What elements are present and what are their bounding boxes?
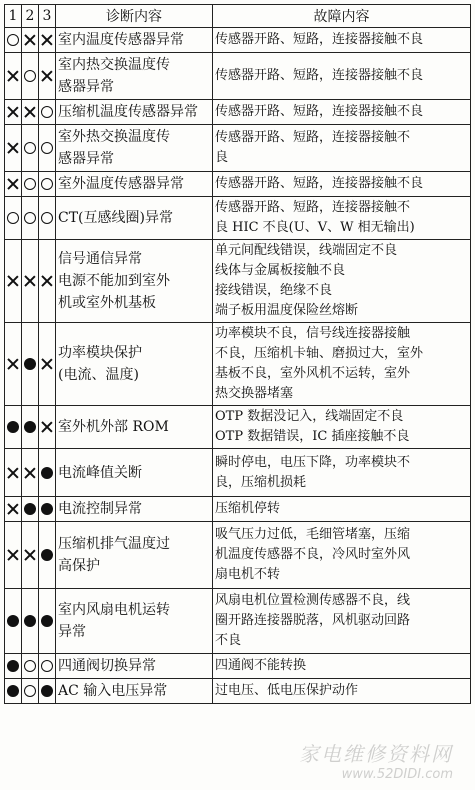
cross-icon — [7, 106, 19, 118]
table-row — [5, 197, 471, 240]
filled-circle-icon — [24, 503, 36, 515]
fault-text: 热交换器堵塞 — [215, 386, 294, 401]
fault-text: 传感器开路、短路，连接器接触不良 — [215, 176, 424, 191]
fault-text: 传感器开路、短路，连接器接触不良 — [215, 68, 424, 83]
filled-circle-icon — [41, 685, 53, 697]
led-3-cell — [39, 679, 56, 704]
diagnosis-text: (电流、温度) — [58, 367, 139, 383]
led-2-cell — [22, 654, 39, 679]
filled-circle-icon — [41, 503, 53, 515]
fault-text: 端子板用温度保险丝熔断 — [215, 303, 359, 318]
filled-circle-icon — [7, 615, 19, 627]
diagnosis-text: 机或室外机基板 — [58, 295, 156, 311]
hollow-circle-icon — [7, 212, 19, 224]
fault-cell — [213, 53, 471, 100]
filled-circle-icon — [24, 615, 36, 627]
led-2-cell — [22, 522, 39, 589]
fault-text: 不良，压缩机卡轴、磨损过大，室外 — [215, 346, 424, 361]
table-row — [5, 240, 471, 323]
hollow-circle-icon — [41, 212, 53, 224]
diagnosis-text: 室内温度传感器异常 — [58, 32, 184, 48]
diagnosis-cell — [56, 679, 213, 704]
table-row — [5, 522, 471, 589]
cross-icon — [41, 70, 53, 82]
led-2-cell — [22, 100, 39, 125]
led-2-cell — [22, 323, 39, 406]
filled-circle-icon — [24, 358, 36, 370]
cross-icon — [41, 34, 53, 46]
cross-icon — [7, 275, 19, 287]
fault-cell — [213, 125, 471, 172]
diagnosis-text: 电流控制异常 — [58, 501, 142, 517]
led-2-cell — [22, 125, 39, 172]
diagnosis-cell — [56, 449, 213, 497]
led-3-cell — [39, 449, 56, 497]
led-3-cell — [39, 589, 56, 654]
led-2-cell — [22, 589, 39, 654]
fault-text: 良，压缩机损耗 — [215, 474, 307, 490]
fault-text: 圈开路连接器脱落，风机驱动回路 — [215, 613, 411, 628]
watermark — [299, 738, 453, 782]
led-2-cell — [22, 53, 39, 100]
fault-code-table — [4, 4, 471, 704]
fault-cell — [213, 449, 471, 497]
fault-text: 不良 — [215, 633, 242, 648]
filled-circle-icon — [24, 421, 36, 433]
fault-cell — [213, 197, 471, 240]
table-row — [5, 449, 471, 497]
fault-text: 风扇电机位置检测传感器不良，线 — [215, 593, 411, 608]
led-1-cell — [5, 589, 22, 654]
diagnosis-text: 室外温度传感器异常 — [58, 176, 184, 192]
table-row — [5, 100, 471, 125]
diagnosis-text: 异常 — [58, 624, 86, 640]
fault-cell — [213, 497, 471, 522]
cross-icon — [7, 358, 19, 370]
fault-text: 吸气压力过低，毛细管堵塞，压缩 — [215, 527, 411, 542]
fault-text: 压缩机停转 — [215, 501, 281, 516]
hollow-circle-icon — [41, 660, 53, 672]
led-3-cell — [39, 240, 56, 323]
header-led-2: 2 — [22, 5, 39, 28]
led-1-cell — [5, 172, 22, 197]
led-1-cell — [5, 522, 22, 589]
led-3-cell — [39, 125, 56, 172]
diagnosis-cell — [56, 654, 213, 679]
cross-icon — [24, 106, 36, 118]
table-row — [5, 679, 471, 704]
diagnosis-text: 感器异常 — [58, 79, 114, 95]
diagnosis-cell — [56, 497, 213, 522]
fault-text: OTP 数据错误，IC 插座接触不良 — [215, 429, 410, 444]
cross-icon — [7, 70, 19, 82]
diagnosis-text: 室外机外部 ROM — [58, 419, 169, 435]
led-1-cell — [5, 28, 22, 53]
fault-text: 传感器开路、短路，连接器接触不良 — [215, 32, 424, 47]
diagnosis-text: 压缩机排气温度过 — [58, 536, 170, 552]
led-1-cell — [5, 100, 22, 125]
led-2-cell — [22, 679, 39, 704]
led-3-cell — [39, 197, 56, 240]
table-row — [5, 53, 471, 100]
fault-text: 单元间配线错误，线端固定不良 — [215, 243, 398, 258]
filled-circle-icon — [7, 685, 19, 697]
diagnosis-cell — [56, 240, 213, 323]
cross-icon — [7, 142, 19, 154]
cross-icon — [7, 503, 19, 515]
fault-text: 良 — [215, 150, 229, 165]
diagnosis-text: 室内风扇电机运转 — [58, 602, 170, 618]
table-row — [5, 323, 471, 406]
cross-icon — [41, 358, 53, 370]
diagnosis-text: 室内热交换温度传 — [58, 57, 170, 73]
diagnosis-cell — [56, 406, 213, 449]
led-1-cell — [5, 323, 22, 406]
diagnosis-text: 室外热交换温度传 — [58, 129, 170, 145]
fault-text: 良 HIC 不良(U、V、W 相无输出) — [215, 220, 415, 235]
header-led-3: 3 — [39, 5, 56, 28]
led-3-cell — [39, 323, 56, 406]
fault-text: 功率模块不良，信号线连接器接触 — [215, 326, 411, 341]
fault-cell — [213, 240, 471, 323]
diagnosis-cell — [56, 172, 213, 197]
table-row — [5, 497, 471, 522]
led-1-cell — [5, 240, 22, 323]
fault-cell — [213, 654, 471, 679]
fault-text: 瞬时停电，电压下降，功率模块不 — [215, 454, 411, 470]
led-2-cell — [22, 172, 39, 197]
fault-text: 接线错误，绝缘不良 — [215, 283, 333, 298]
diagnosis-cell — [56, 589, 213, 654]
cross-icon — [7, 467, 19, 479]
hollow-circle-icon — [41, 106, 53, 118]
diagnosis-cell — [56, 197, 213, 240]
hollow-circle-icon — [24, 142, 36, 154]
fault-cell — [213, 589, 471, 654]
led-2-cell — [22, 497, 39, 522]
header-row — [5, 5, 471, 28]
header-led-1: 1 — [5, 5, 22, 28]
diagnosis-cell — [56, 53, 213, 100]
led-3-cell — [39, 406, 56, 449]
fault-cell — [213, 406, 471, 449]
diagnosis-cell — [56, 323, 213, 406]
led-3-cell — [39, 53, 56, 100]
diagnosis-text: 压缩机温度传感器异常 — [58, 104, 198, 120]
fault-cell — [213, 522, 471, 589]
led-2-cell — [22, 406, 39, 449]
filled-circle-icon — [7, 421, 19, 433]
cross-icon — [24, 275, 36, 287]
diagnosis-text: 感器异常 — [58, 151, 114, 167]
cross-icon — [7, 549, 19, 561]
table-row — [5, 589, 471, 654]
led-2-cell — [22, 449, 39, 497]
filled-circle-icon — [41, 615, 53, 627]
diagnosis-text: 电流峰值关断 — [58, 464, 142, 481]
led-2-cell — [22, 28, 39, 53]
diagnosis-cell — [56, 522, 213, 589]
led-3-cell — [39, 522, 56, 589]
led-1-cell — [5, 125, 22, 172]
cross-icon — [7, 178, 19, 190]
fault-text: 传感器开路、短路，连接器接触不 — [215, 130, 411, 145]
watermark-text: 家电维修资料网 — [299, 742, 453, 766]
fault-text: 机温度传感器不良，冷风时室外风 — [215, 547, 411, 562]
led-3-cell — [39, 654, 56, 679]
diagnosis-text: AC 输入电压异常 — [58, 683, 168, 699]
led-1-cell — [5, 654, 22, 679]
hollow-circle-icon — [24, 178, 36, 190]
fault-text: 线体与金属板接触不良 — [215, 263, 346, 278]
table-row — [5, 172, 471, 197]
cross-icon — [24, 467, 36, 479]
filled-circle-icon — [41, 549, 53, 561]
diagnosis-text: 信号通信异常 — [58, 251, 142, 267]
fault-text: 扇电机不转 — [215, 567, 281, 582]
fault-cell — [213, 323, 471, 406]
hollow-circle-icon — [24, 70, 36, 82]
fault-text: 四通阀不能转换 — [215, 658, 307, 673]
cross-icon — [41, 421, 53, 433]
led-2-cell — [22, 240, 39, 323]
led-1-cell — [5, 679, 22, 704]
diagnosis-cell — [56, 28, 213, 53]
hollow-circle-icon — [24, 212, 36, 224]
diagnosis-text: CT(互感线圈)异常 — [58, 210, 173, 226]
table-row — [5, 125, 471, 172]
led-3-cell — [39, 497, 56, 522]
fault-text: 基板不良，室外风机不运转，室外 — [215, 366, 411, 381]
fault-cell — [213, 679, 471, 704]
fault-cell — [213, 100, 471, 125]
led-3-cell — [39, 172, 56, 197]
led-1-cell — [5, 449, 22, 497]
hollow-circle-icon — [24, 660, 36, 672]
led-3-cell — [39, 28, 56, 53]
fault-text: OTP 数据没记入，线端固定不良 — [215, 409, 404, 424]
diagnosis-text: 功率模块保护 — [58, 345, 142, 361]
diagnosis-text: 四通阀切换异常 — [58, 658, 156, 674]
hollow-circle-icon — [7, 34, 19, 46]
cross-icon — [24, 34, 36, 46]
hollow-circle-icon — [41, 142, 53, 154]
table-row — [5, 406, 471, 449]
cross-icon — [24, 549, 36, 561]
header-diagnosis: 诊断内容 — [56, 5, 213, 28]
led-1-cell — [5, 406, 22, 449]
led-2-cell — [22, 197, 39, 240]
filled-circle-icon — [7, 660, 19, 672]
fault-cell — [213, 28, 471, 53]
hollow-circle-icon — [24, 685, 36, 697]
hollow-circle-icon — [41, 178, 53, 190]
led-1-cell — [5, 197, 22, 240]
led-1-cell — [5, 497, 22, 522]
filled-circle-icon — [41, 467, 53, 479]
led-3-cell — [39, 100, 56, 125]
watermark-url: www.52DIDI.com — [341, 767, 453, 782]
fault-text: 过电压、低电压保护动作 — [215, 683, 359, 698]
diagnosis-text: 电源不能加到室外 — [58, 273, 170, 289]
fault-cell — [213, 172, 471, 197]
header-fault: 故障内容 — [213, 5, 471, 28]
fault-text: 传感器开路、短路，连接器接触不 — [215, 200, 411, 215]
diagnosis-cell — [56, 100, 213, 125]
table-row — [5, 28, 471, 53]
diagnosis-text: 高保护 — [58, 558, 100, 574]
table-row — [5, 654, 471, 679]
fault-text: 传感器开路、短路，连接器接触不良 — [215, 104, 424, 119]
diagnosis-cell — [56, 125, 213, 172]
cross-icon — [41, 275, 53, 287]
led-1-cell — [5, 53, 22, 100]
